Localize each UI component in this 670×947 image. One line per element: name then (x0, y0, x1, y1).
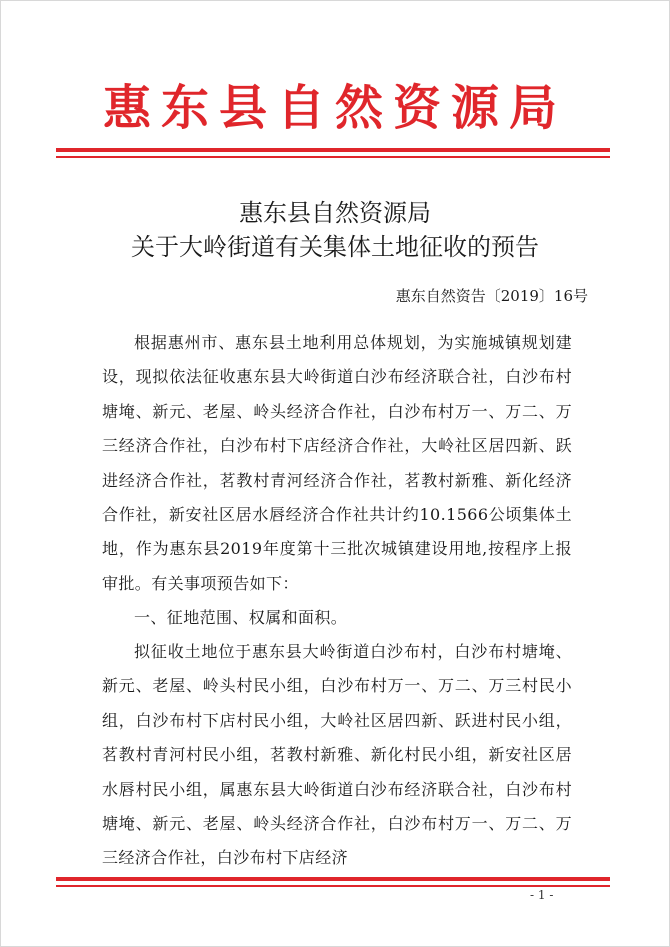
letterhead-rule-thin (56, 156, 610, 158)
document-title-line1: 惠东县自然资源局 (239, 199, 431, 227)
body-paragraph-2: 拟征收土地位于惠东县大岭街道白沙布村，白沙布村塘埯、新元、老屋、岭头村民小组，白沙布村万一、万二、万三村民小组，白沙布村下店村民小组，大岭社区居四新、跃进村民小组，茗教村青河村民小组，茗教村新雅、新化村民小组，新安社区居水唇村民小组，属惠东县大岭街道白沙布经济联合社，白沙布村塘埯、新元、老屋、岭头经济合作社，白沙布村万一、万二、万三经济合作社，白沙布村下店经济 (102, 642, 572, 868)
body-paragraph-1: 根据惠州市、惠东县土地利用总体规划，为实施城镇规划建设，现拟依法征收惠东县大岭街道白沙布经济联合社，白沙布村塘埯、新元、老屋、岭头经济合作社，白沙布村万一、万二、万三经济合作社，白沙布村下店经济合作社，大岭社区居四新、跃进经济合作社，茗教村青河经济合作社，茗教村新雅、新化经济合作社，新安社区居水唇经济合作社共计约10.1566公顷集体土地，作为惠东县2019年度第十三批次城镇建设用地,按程序上报审批。有关事项预告如下： (102, 333, 572, 593)
letterhead-org-name: 惠东县自然资源局 (102, 80, 567, 136)
section-heading-1: 一、征地范围、权属和面积。 (134, 608, 348, 627)
footer-rule-thick (56, 877, 610, 881)
footer-rule-thin (56, 885, 610, 887)
letterhead-rule-thick (56, 148, 610, 152)
document-number: 惠东自然资告〔2019〕16号 (395, 287, 588, 305)
page-number: - 1 - (530, 888, 554, 902)
document-title-line2: 关于大岭街道有关集体土地征收的预告 (131, 233, 539, 261)
